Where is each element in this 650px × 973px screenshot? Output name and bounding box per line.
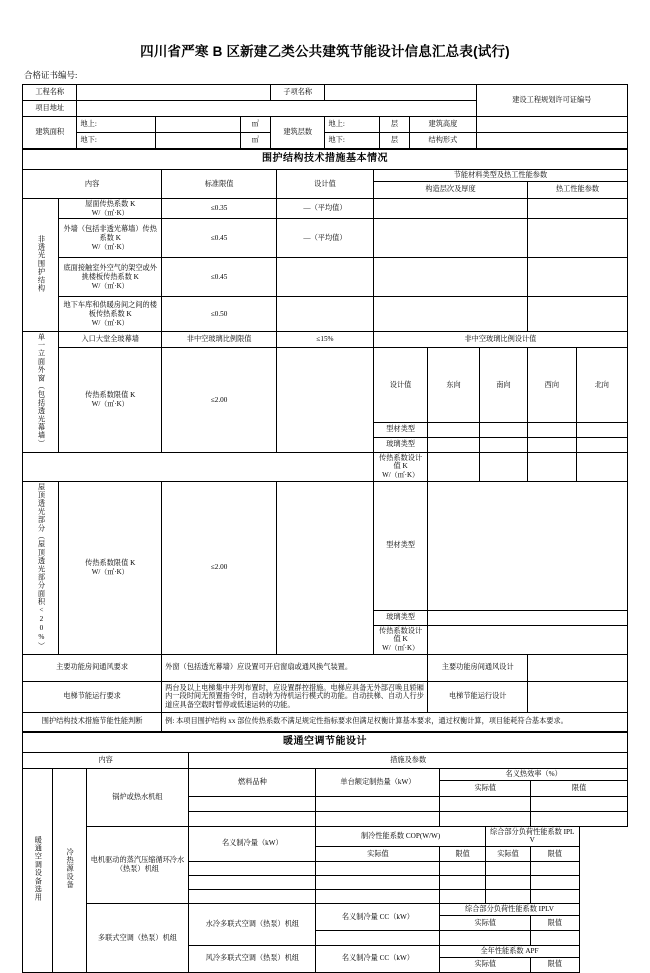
col-design-value: 设计值 xyxy=(277,170,374,199)
group-vrf-label: 多联式空调（热泵）机组 xyxy=(86,904,189,973)
air-vrf-capacity-label: 名义制冷量 CC（kW） xyxy=(316,945,440,972)
window-head-east: 东向 xyxy=(428,348,479,423)
window-frame-south[interactable] xyxy=(479,422,527,437)
boiler-eff-actual-value-1[interactable] xyxy=(440,796,531,811)
skylight-glass-type-value[interactable] xyxy=(428,610,628,625)
ventilation-design-value[interactable] xyxy=(528,654,628,681)
table-row xyxy=(23,452,628,481)
unit-area-below: ㎡ xyxy=(240,133,270,149)
value-structure-type[interactable] xyxy=(476,133,627,149)
table-row xyxy=(23,826,628,847)
chiller-cop-limit-1[interactable] xyxy=(440,862,485,876)
window-k-design-spacer xyxy=(23,452,374,481)
air-vrf-actual-label: 实际值 xyxy=(440,957,531,972)
label-floors-above: 地上: xyxy=(325,117,379,133)
chiller-iplv-actual-1[interactable] xyxy=(485,862,530,876)
value-area-above[interactable] xyxy=(156,117,241,133)
wall-k-line1: 外墙（包括非透光幕墙）传热系数 K xyxy=(63,225,157,242)
chiller-cop-actual-3[interactable] xyxy=(316,890,440,904)
table-row xyxy=(23,481,628,610)
performance-judgement-text: 例: 本项目围护结构 xx 部位传热系数不满足规定性指标要求但满足权衡计算基本要求，通过权衡计算，项目能耗符合基本要求。 xyxy=(162,712,628,731)
lobby-curtain-design-label: 非中空玻璃比例设计值 xyxy=(373,332,627,348)
table-row xyxy=(23,904,628,916)
floor-k-design[interactable] xyxy=(277,258,374,297)
group-hvac-equipment xyxy=(23,768,53,972)
section-title-row xyxy=(23,150,628,170)
label-area-below: 地下: xyxy=(77,133,156,149)
table-row xyxy=(23,198,628,218)
label-building-height: 建筑高度 xyxy=(410,117,477,133)
window-glass-north[interactable] xyxy=(576,437,627,452)
window-kdesign-south[interactable] xyxy=(479,452,527,481)
elevator-requirement-text: 两台及以上电梯集中并列布置时，应设置群控措施。电梯应具备无外部召唤且轿厢内一段时间无预置指令时，自动转为待机运行模式的功能。自动扶梯、自动人行步道应具备空载时暂停或低速运转的功能。 xyxy=(162,681,428,712)
wall-k-design[interactable]: —（平均值） xyxy=(277,219,374,258)
group-opaque-envelope xyxy=(23,198,59,331)
window-kdesign-east[interactable] xyxy=(428,452,479,481)
window-k-design-label xyxy=(373,452,427,481)
table-row xyxy=(23,297,628,332)
row-label-air-vrf: 风冷多联式空调（热泵）机组 xyxy=(189,945,316,972)
table-row xyxy=(23,85,628,101)
chiller-iplv-actual-3[interactable] xyxy=(485,890,530,904)
table-row xyxy=(23,133,628,149)
ventilation-design-label: 主要功能房间通风设计 xyxy=(428,654,528,681)
window-glass-east[interactable] xyxy=(428,437,479,452)
ventilation-requirement-text: 外窗（包括透光幕墙）应设置可开启窗扇或通风换气装置。 xyxy=(162,654,428,681)
window-k-line1: 传热系数限值 K xyxy=(85,391,136,400)
chiller-iplv-limit-label: 限值 xyxy=(531,847,579,862)
table-header-row xyxy=(23,170,628,182)
boiler-eff-actual-label: 实际值 xyxy=(440,780,531,796)
group-skylight xyxy=(23,481,59,654)
chiller-cop-label: 制冷性能系数 COP(W/W) xyxy=(316,826,485,847)
group-hvac-equipment-label: 暖通空调设备选用 xyxy=(34,836,43,902)
chiller-cop-limit-label: 限值 xyxy=(440,847,485,862)
chiller-iplv-limit-2[interactable] xyxy=(531,876,579,890)
window-glass-type-label: 玻璃类型 xyxy=(373,437,427,452)
value-area-below[interactable] xyxy=(156,133,241,149)
skylight-k-line2: W/（㎡·K） xyxy=(91,567,129,576)
table-row xyxy=(23,219,628,258)
unit-floors-below: 层 xyxy=(379,133,409,149)
roof-k-line1: 屋面传热系数 K xyxy=(85,199,136,208)
table-row xyxy=(23,712,628,731)
boiler-eff-limit-label: 限值 xyxy=(531,780,628,796)
row-label-ventilation: 主要功能房间通风要求 xyxy=(23,654,162,681)
col-material-params: 节能材料类型及热工性能参数 xyxy=(373,170,627,182)
table-row xyxy=(23,654,628,681)
group-cold-heat-source-label: 冷热源设备 xyxy=(66,848,75,890)
unit-floors-above: 层 xyxy=(379,117,409,133)
skylight-kdesign-value[interactable] xyxy=(428,625,628,654)
window-glass-south[interactable] xyxy=(479,437,527,452)
water-vrf-limit-value[interactable] xyxy=(531,930,579,945)
row-label-boiler: 锅炉或热水机组 xyxy=(86,768,189,826)
wall-layers[interactable] xyxy=(373,219,527,258)
project-info-table xyxy=(22,84,628,149)
skylight-frame-type-value[interactable] xyxy=(428,481,628,610)
skylight-kdesign-line2: W/（㎡·K） xyxy=(382,644,420,653)
skylight-kdesign-label xyxy=(373,625,427,654)
chiller-iplv-actual-label: 实际值 xyxy=(485,847,530,862)
row-label-wall-k xyxy=(59,219,162,258)
garage-k-design[interactable] xyxy=(277,297,374,332)
floor-k-line1: 底面接触室外空气的架空或外挑楼板传热系数 K xyxy=(63,264,157,281)
roof-k-line2: W/（㎡·K） xyxy=(91,208,129,217)
chiller-cop-limit-2[interactable] xyxy=(440,876,485,890)
col-content: 内容 xyxy=(23,170,162,199)
chiller-iplv-label: 综合部分负荷性能系数 IPLV xyxy=(485,826,579,847)
row-label-chiller: 电机驱动的蒸汽压缩循环冷水（热泵）机组 xyxy=(86,826,189,904)
chiller-capacity-label: 名义制冷量（kW） xyxy=(189,826,316,862)
chiller-capacity-value-1[interactable] xyxy=(189,862,316,876)
table-row xyxy=(23,681,628,712)
water-vrf-capacity-label: 名义制冷量 CC（kW） xyxy=(316,904,440,931)
window-head-south: 南向 xyxy=(479,348,527,423)
label-area-above: 地上: xyxy=(77,117,156,133)
table-row xyxy=(23,332,628,348)
window-kdesign-west[interactable] xyxy=(528,452,576,481)
roof-layers[interactable] xyxy=(373,198,527,218)
row-label-floor-k xyxy=(59,258,162,297)
water-vrf-actual-value[interactable] xyxy=(440,930,531,945)
window-k-line2: W/（㎡·K） xyxy=(91,400,129,409)
row-label-roof-k xyxy=(59,198,162,218)
roof-thermal[interactable] xyxy=(528,198,628,218)
chiller-cop-actual-1[interactable] xyxy=(316,862,440,876)
col-thermal-params: 热工性能参数 xyxy=(528,181,628,198)
table-row xyxy=(23,768,628,780)
boiler-capacity-value-2[interactable] xyxy=(316,811,440,826)
cert-number-label: 合格证书编号: xyxy=(24,70,78,80)
boiler-capacity-label: 单台额定制热量（kW） xyxy=(316,768,440,796)
wall-k-line2: W/（㎡·K） xyxy=(91,242,129,251)
window-frame-west[interactable] xyxy=(528,422,576,437)
section-title-hvac: 暖通空调节能设计 xyxy=(23,732,628,752)
window-frame-east[interactable] xyxy=(428,422,479,437)
window-kdesign-line2: W/（㎡·K） xyxy=(382,471,420,480)
boiler-eff-actual-value-2[interactable] xyxy=(440,811,531,826)
boiler-capacity-value-1[interactable] xyxy=(316,796,440,811)
boiler-eff-limit-value-2[interactable] xyxy=(531,811,628,826)
row-label-window-k xyxy=(59,348,162,453)
window-k-design[interactable] xyxy=(277,348,374,453)
garage-k-line2: W/（㎡·K） xyxy=(91,318,129,327)
label-building-floors: 建筑层数 xyxy=(271,117,325,149)
label-building-area: 建筑面积 xyxy=(23,117,77,149)
floor-thermal[interactable] xyxy=(528,258,628,297)
elevator-design-value[interactable] xyxy=(528,681,628,712)
label-permit-number: 建设工程规划许可证编号 xyxy=(476,85,627,117)
chiller-capacity-value-2[interactable] xyxy=(189,876,316,890)
group-window-label: 单一立面外窗（包括透光幕墙） xyxy=(37,333,46,448)
window-glass-west[interactable] xyxy=(528,437,576,452)
group-window xyxy=(23,332,59,453)
table-row xyxy=(23,117,628,133)
label-floors-below: 地下: xyxy=(325,133,379,149)
page-title: 四川省严寒 B 区新建乙类公共建筑节能设计信息汇总表(试行) xyxy=(140,44,510,59)
section-title-row xyxy=(23,732,628,752)
floor-layers[interactable] xyxy=(373,258,527,297)
label-project-address: 项目地址 xyxy=(23,101,77,117)
boiler-eff-limit-value-1[interactable] xyxy=(531,796,628,811)
group-cold-heat-source xyxy=(53,768,86,972)
value-sub-item-name[interactable] xyxy=(325,85,476,101)
chiller-capacity-value-3[interactable] xyxy=(189,890,316,904)
boiler-fuel-value-2[interactable] xyxy=(189,811,316,826)
chiller-cop-actual-2[interactable] xyxy=(316,876,440,890)
water-vrf-iplv-label: 综合部分负荷性能系数 IPLV xyxy=(440,904,579,916)
boiler-fuel-value-1[interactable] xyxy=(189,796,316,811)
wall-k-limit: ≤0.45 xyxy=(162,219,277,258)
label-structure-type: 结构形式 xyxy=(410,133,477,149)
roof-k-design[interactable]: —（平均值） xyxy=(277,198,374,218)
col-hvac-measures: 措施及参数 xyxy=(189,752,628,768)
value-project-address[interactable] xyxy=(77,101,476,117)
col-layers: 构造层次及厚度 xyxy=(373,181,527,198)
skylight-k-line1: 传热系数限值 K xyxy=(85,559,136,568)
window-k-limit: ≤2.00 xyxy=(162,348,277,453)
window-head-design: 设计值 xyxy=(373,348,427,423)
chiller-iplv-limit-3[interactable] xyxy=(531,890,579,904)
water-vrf-capacity-value[interactable] xyxy=(316,930,440,945)
floor-k-line2: W/（㎡·K） xyxy=(91,281,129,290)
label-sub-item-name: 子项名称 xyxy=(271,85,325,101)
air-vrf-apf-label: 全年性能系数 APF xyxy=(440,945,579,957)
window-head-west: 西向 xyxy=(528,348,576,423)
section-title-envelope: 围护结构技术措施基本情况 xyxy=(23,150,628,170)
garage-layers[interactable] xyxy=(373,297,527,332)
hvac-table xyxy=(22,732,628,973)
row-label-skylight-k xyxy=(59,481,162,654)
col-hvac-content: 内容 xyxy=(23,752,189,768)
table-header-row xyxy=(23,752,628,768)
table-row xyxy=(23,258,628,297)
unit-area-above: ㎡ xyxy=(240,117,270,133)
window-frame-type-label: 型材类型 xyxy=(373,422,427,437)
floor-k-limit: ≤0.45 xyxy=(162,258,277,297)
skylight-k-limit: ≤2.00 xyxy=(162,481,277,654)
chiller-cop-actual-label: 实际值 xyxy=(316,847,440,862)
garage-k-line1: 地下车库和供暖房间之间的楼板传热系数 K xyxy=(63,301,157,318)
water-vrf-limit-label: 限值 xyxy=(531,915,579,930)
value-building-height[interactable] xyxy=(476,117,627,133)
envelope-table xyxy=(22,149,628,732)
roof-k-limit: ≤0.35 xyxy=(162,198,277,218)
garage-k-limit: ≤0.50 xyxy=(162,297,277,332)
group-opaque-envelope-label: 非透光围护结构 xyxy=(37,234,46,293)
label-project-name: 工程名称 xyxy=(23,85,77,101)
row-label-elevator: 电梯节能运行要求 xyxy=(23,681,162,712)
boiler-efficiency-label: 名义热效率（%） xyxy=(440,768,628,780)
window-head-north: 北向 xyxy=(576,348,627,423)
row-label-garage-k xyxy=(59,297,162,332)
lobby-curtain-limit-label: 非中空玻璃比例限值 xyxy=(162,332,277,348)
row-label-water-vrf: 水冷多联式空调（热泵）机组 xyxy=(189,904,316,946)
window-frame-north[interactable] xyxy=(576,422,627,437)
row-label-performance-judgement: 围护结构技术措施节能性能判断 xyxy=(23,712,162,731)
skylight-glass-type-label: 玻璃类型 xyxy=(373,610,427,625)
boiler-fuel-label: 燃料品种 xyxy=(189,768,316,796)
skylight-frame-type-label: 型材类型 xyxy=(373,481,427,610)
elevator-design-label: 电梯节能运行设计 xyxy=(428,681,528,712)
col-standard-limit: 标准限值 xyxy=(162,170,277,199)
row-label-lobby-curtain: 入口大堂全玻幕墙 xyxy=(59,332,162,348)
chiller-cop-limit-3[interactable] xyxy=(440,890,485,904)
chiller-iplv-actual-2[interactable] xyxy=(485,876,530,890)
skylight-kdesign-line1: 传热系数设计值 K xyxy=(379,626,423,644)
group-skylight-label: 屋顶透光部分（屋顶透光部分面积<20%） xyxy=(37,482,46,650)
chiller-iplv-limit-1[interactable] xyxy=(531,862,579,876)
wall-thermal[interactable] xyxy=(528,219,628,258)
window-kdesign-line1: 传热系数设计值 K xyxy=(379,453,423,471)
table-row xyxy=(23,348,628,423)
water-vrf-actual-label: 实际值 xyxy=(440,915,531,930)
lobby-curtain-limit-value: ≤15% xyxy=(277,332,374,348)
window-kdesign-north[interactable] xyxy=(576,452,627,481)
air-vrf-limit-label: 限值 xyxy=(531,957,579,972)
skylight-k-design[interactable] xyxy=(277,481,374,654)
garage-thermal[interactable] xyxy=(528,297,628,332)
value-project-name[interactable] xyxy=(77,85,271,101)
